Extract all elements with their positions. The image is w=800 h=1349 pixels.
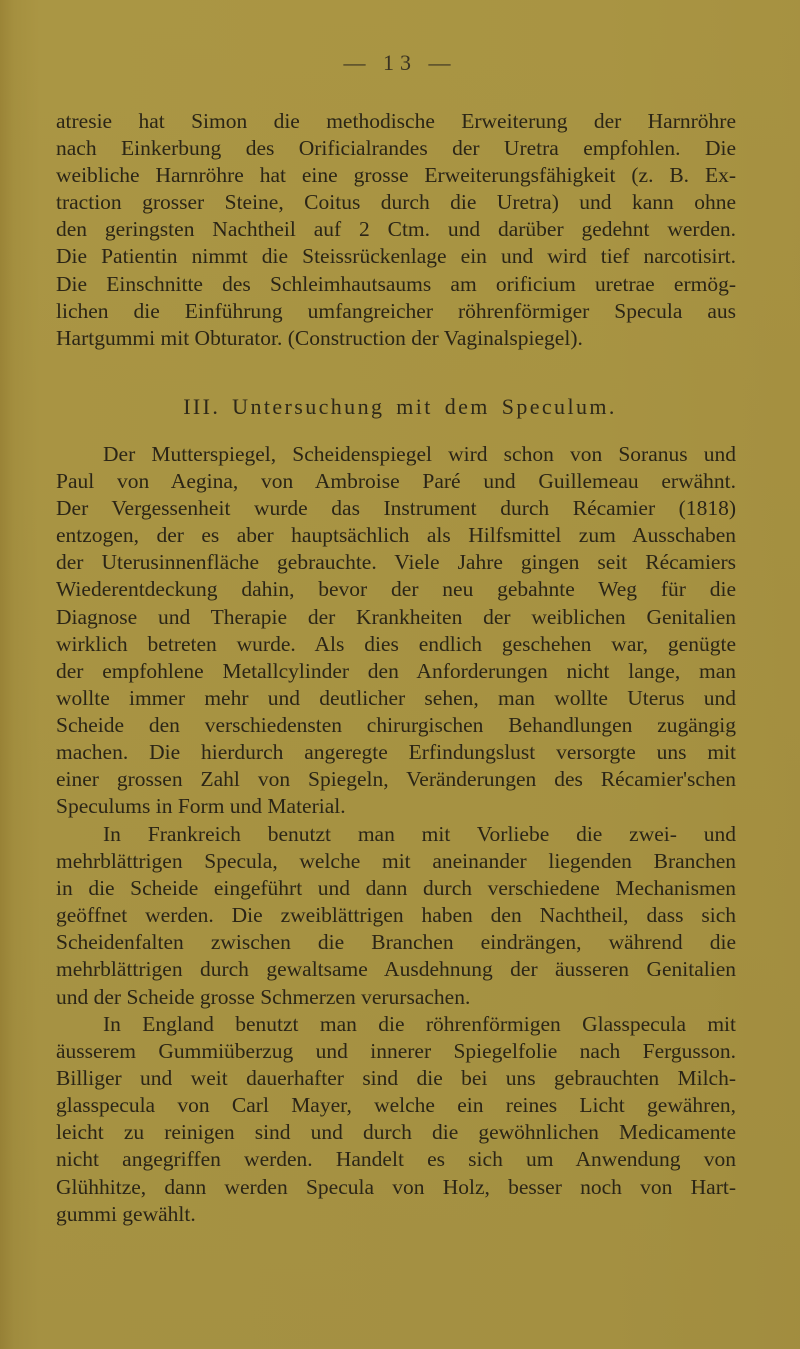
text-line: Die Einschnitte des Schleimhautsaums am orificium uretrae ermög- bbox=[56, 271, 736, 296]
text-line: lichen die Einführung umfangreicher röhrenförmiger Specula aus bbox=[56, 298, 736, 323]
text-line: Billiger und weit dauerhafter sind die bei uns gebrauchten Milch- bbox=[56, 1066, 736, 1091]
text-line: äusserem Gummiüberzug und innerer Spiegelfolie nach Fergusson. bbox=[56, 1039, 736, 1064]
text-line: gummi gewählt. bbox=[56, 1201, 196, 1226]
text-line: Glühhitze, dann werden Specula von Holz, besser noch von Hart- bbox=[56, 1174, 736, 1199]
text-line: Der Vergessenheit wurde das Instrument durch Récamier (1818) bbox=[56, 496, 736, 521]
text-line: atresie hat Simon die methodische Erweiterung der Harnröhre bbox=[56, 109, 736, 133]
paragraph-urethra-dilation bbox=[56, 108, 736, 352]
paragraph-england-specula bbox=[56, 1011, 736, 1228]
text-line: Die Patientin nimmt die Steissrückenlage ein und wird tief narcotisirt. bbox=[56, 244, 736, 269]
text-line: In Frankreich benutzt man mit Vorliebe die zwei- und bbox=[103, 822, 736, 846]
text-line: Scheide den verschiedensten chirurgischen Behandlungen zugängig bbox=[56, 712, 736, 737]
text-line: und der Scheide grosse Schmerzen verursachen. bbox=[56, 984, 471, 1009]
paragraph-france-specula bbox=[56, 821, 736, 1011]
text-line: Wiederentdeckung dahin, bevor der neu gebahnte Weg für die bbox=[56, 577, 736, 602]
text-line: Scheidenfalten zwischen die Branchen eindrängen, während die bbox=[56, 930, 736, 955]
text-line: In England benutzt man die röhrenförmigen Glasspecula mit bbox=[103, 1012, 736, 1036]
text-line: weibliche Harnröhre hat eine grosse Erweiterungsfähigkeit (z. B. Ex- bbox=[56, 163, 736, 188]
text-line: traction grosser Steine, Coitus durch die Uretra) und kann ohne bbox=[56, 190, 736, 215]
text-line: mehrblättrigen Specula, welche mit aneinander liegenden Branchen bbox=[56, 849, 736, 874]
text-line: der Uterusinnenfläche gebrauchte. Viele Jahre gingen seit Récamiers bbox=[56, 550, 736, 575]
text-line: glasspecula von Carl Mayer, welche ein reines Licht gewähren, bbox=[56, 1093, 736, 1118]
text-line: leicht zu reinigen sind und durch die gewöhnlichen Medicamente bbox=[56, 1120, 736, 1145]
section-heading: III. Untersuchung mit dem Speculum. bbox=[183, 394, 617, 419]
text-line: entzogen, der es aber hauptsächlich als Hilfsmittel zum Ausschaben bbox=[56, 523, 736, 548]
text-line: geöffnet werden. Die zweiblättrigen haben den Nachtheil, dass sich bbox=[56, 903, 736, 928]
text-line: Hartgummi mit Obturator. (Construction der Vaginalspiegel). bbox=[56, 325, 583, 350]
text-line: in die Scheide eingeführt und dann durch verschiedene Mechanismen bbox=[56, 876, 736, 901]
text-line: wollte immer mehr und deutlicher sehen, man wollte Uterus und bbox=[56, 685, 736, 710]
text-line: Speculums in Form und Material. bbox=[56, 794, 346, 819]
text-line: Der Mutterspiegel, Scheidenspiegel wird schon von Soranus und bbox=[103, 442, 736, 466]
page-number: — 13 — bbox=[343, 50, 457, 75]
text-line: machen. Die hierdurch angeregte Erfindungslust versorgte uns mit bbox=[56, 740, 736, 765]
text-line: den geringsten Nachtheil auf 2 Ctm. und darüber gedehnt werden. bbox=[56, 217, 736, 242]
text-line: nicht angegriffen werden. Handelt es sich um Anwendung von bbox=[56, 1147, 736, 1172]
text-line: einer grossen Zahl von Spiegeln, Veränderungen des Récamier'schen bbox=[56, 767, 736, 792]
paragraph-speculum-history bbox=[56, 441, 736, 820]
text-line: mehrblättrigen durch gewaltsame Ausdehnung der äusseren Genitalien bbox=[56, 957, 736, 982]
text-line: wirklich betreten wurde. Als dies endlich geschehen war, genügte bbox=[56, 631, 736, 656]
text-line: der empfohlene Metallcylinder den Anforderungen nicht lange, man bbox=[56, 658, 736, 683]
text-line: Paul von Aegina, von Ambroise Paré und Guillemeau erwähnt. bbox=[56, 469, 736, 494]
text-line: nach Einkerbung des Orificialrandes der Uretra empfohlen. Die bbox=[56, 136, 736, 161]
text-line: Diagnose und Therapie der Krankheiten der weiblichen Genitalien bbox=[56, 604, 736, 629]
